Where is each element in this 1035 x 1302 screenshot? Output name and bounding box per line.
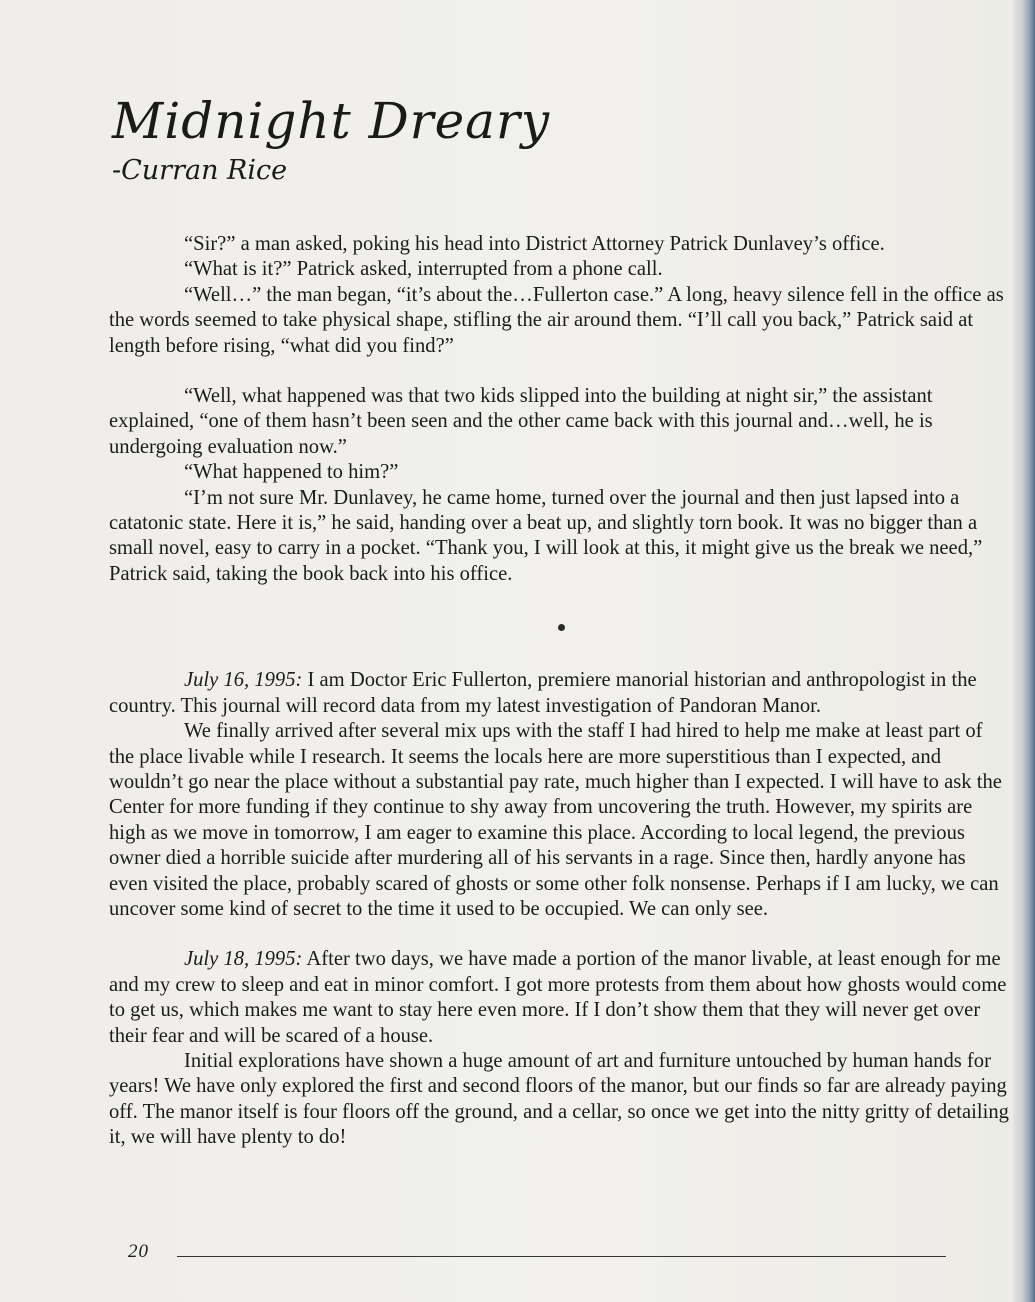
journal-entry	[109, 668, 1009, 719]
journal-entry: We finally arrived after several mix ups with the staff I had hired to help me make at least part of the place livable while I research. It seems the locals here are more superstitious than I expected, and wouldn’t go near the place without a substantial pay rate, much higher than I expected. I will have to ask the Center for more funding if they continue to shy away from uncovering the truth. However, my spirits are high as we move in tomorrow, I am eager to examine this place. According to local legend, the previous owner died a horrible suicide after murdering all of his servants in a rage. Since then, hardly anyone has even visited the place, probably scared of ghosts or some other folk nonsense. Perhaps if I am lucky, we can uncover some kind of secret to the time it used to be occupied. We can only see.	[109, 720, 1002, 920]
paragraph: “I’m not sure Mr. Dunlavey, he came home, turned over the journal and then just lapsed into a catatonic state. Here it is,” he said, handing over a beat up, and slightly torn book. It was no bigger than a small novel, easy to carry in a pocket. “Thank you, I will look at this, it might give us the break we need,” Patrick said, taking the book back into his office.	[109, 486, 983, 585]
journal-entry: Initial explorations have shown a huge amount of art and furniture untouched by human hands for years! We have only explored the first and second floors of the manor, but our finds so far are already paying off. The manor itself is four floors off the ground, and a cellar, so once we get into the nitty gritty of detailing it, we will have plenty to do!	[109, 1049, 1009, 1149]
paragraph: “Well, what happened was that two kids slipped into the building at night sir,” the assistant explained, “one of them hasn’t been seen and the other came back with this journal and…well, he is undergoing evaluation now.”	[109, 385, 933, 458]
paragraph: “Sir?” a man asked, poking his head into District Attorney Patrick Dunlavey’s office.	[184, 233, 885, 255]
footer-rule	[177, 1256, 946, 1257]
page-number: 20	[128, 1241, 149, 1262]
paragraph: “Well…” the man began, “it’s about the…Fullerton case.” A long, heavy silence fell in the office as the words seemed to take physical shape, stifling the air around them. “I’ll call you back,” Patrick said at length before rising, “what did you find?”	[109, 283, 1004, 357]
paragraph: “What is it?” Patrick asked, interrupted from a phone call.	[184, 258, 663, 281]
page-footer	[128, 1240, 948, 1270]
section-break-bullet	[558, 624, 565, 631]
story-body	[109, 232, 1009, 1151]
journal-text: After two days, we have made a portion of the manor livable, at least enough for me and my crew to sleep and eat in minor comfort. I got more protests from them about how ghosts would come to get us, which makes me want to stay here even more. If I don’t show them that they will never get over their fear and will be scared of a house.	[109, 948, 1007, 1047]
paragraph: “What happened to him?”	[184, 461, 399, 484]
journal-date: July 16, 1995:	[184, 669, 303, 692]
journal-text: I am Doctor Eric Fullerton, premiere manorial historian and anthropologist in the country. This journal will record data from my latest investigation of Pandoran Manor.	[109, 669, 977, 717]
title-block	[112, 92, 550, 188]
journal-date: July 18, 1995:	[184, 948, 303, 971]
story-author: -Curran Rice	[112, 155, 288, 186]
journal-entry	[109, 947, 1009, 1049]
page-edge	[1013, 0, 1035, 1302]
story-title: Midnight Dreary	[112, 92, 551, 150]
